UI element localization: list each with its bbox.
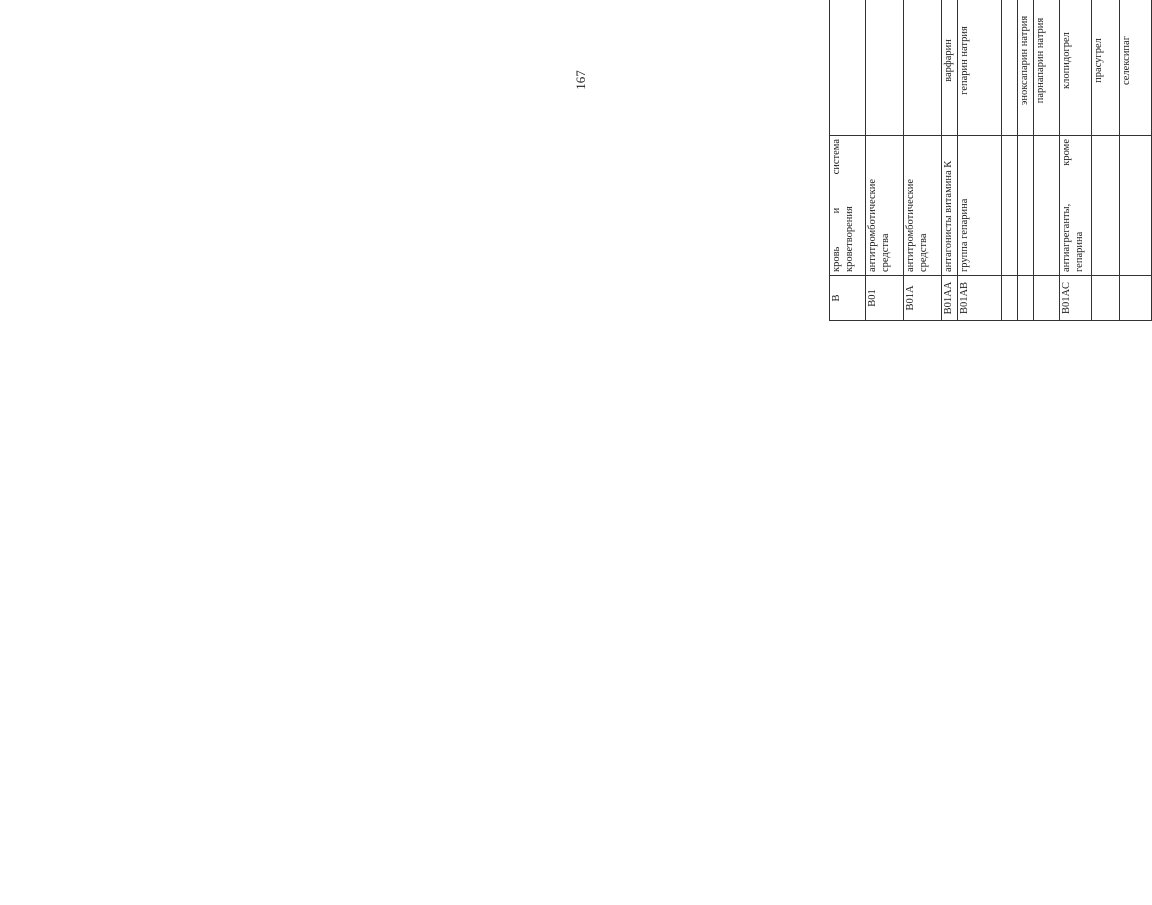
code-cell: B01AA xyxy=(942,276,958,321)
table-row xyxy=(866,0,904,321)
drug-cell: гепарин натрия xyxy=(958,0,1002,136)
group-cell: группа гепарина xyxy=(958,136,1002,276)
rotated-table-container xyxy=(563,0,1133,321)
page-number: 167 xyxy=(573,70,588,90)
table-row xyxy=(958,0,1002,321)
drug-cell: селексипаг xyxy=(1120,0,1152,136)
code-cell: B01AC xyxy=(1060,276,1092,321)
code-cell: B01AB xyxy=(958,276,1002,321)
drug-cell: варфарин xyxy=(942,0,958,136)
table-row xyxy=(942,0,958,321)
code-cell: B01A xyxy=(904,276,942,321)
drug-cell: эноксапарин натрия xyxy=(1018,0,1034,136)
group-cell: кровь и система кроветворения xyxy=(830,136,866,276)
drug-cell xyxy=(904,0,942,136)
table-row xyxy=(904,0,942,321)
drug-cell: клопидогрел xyxy=(1060,0,1092,136)
table-row xyxy=(1034,0,1060,321)
drug-table xyxy=(563,0,1152,321)
group-cell: антиагреганты, кроме гепарина xyxy=(1060,136,1092,276)
drug-cell xyxy=(830,0,866,136)
drug-cell xyxy=(866,0,904,136)
table-row xyxy=(1060,0,1092,321)
table-row xyxy=(1018,0,1034,321)
table-row xyxy=(1120,0,1152,321)
table-row xyxy=(1002,0,1018,321)
drug-cell: прасугрел xyxy=(1092,0,1120,136)
code-cell: B01 xyxy=(866,276,904,321)
group-cell: антитромботические средства xyxy=(904,136,942,276)
table-row xyxy=(830,0,866,321)
table-row xyxy=(1092,0,1120,321)
code-cell: B xyxy=(830,276,866,321)
drug-cell: парнапарин натрия xyxy=(1034,0,1060,136)
group-cell: антагонисты витамина К xyxy=(942,136,958,276)
group-cell: антитромботические средства xyxy=(866,136,904,276)
table-row xyxy=(564,0,830,321)
